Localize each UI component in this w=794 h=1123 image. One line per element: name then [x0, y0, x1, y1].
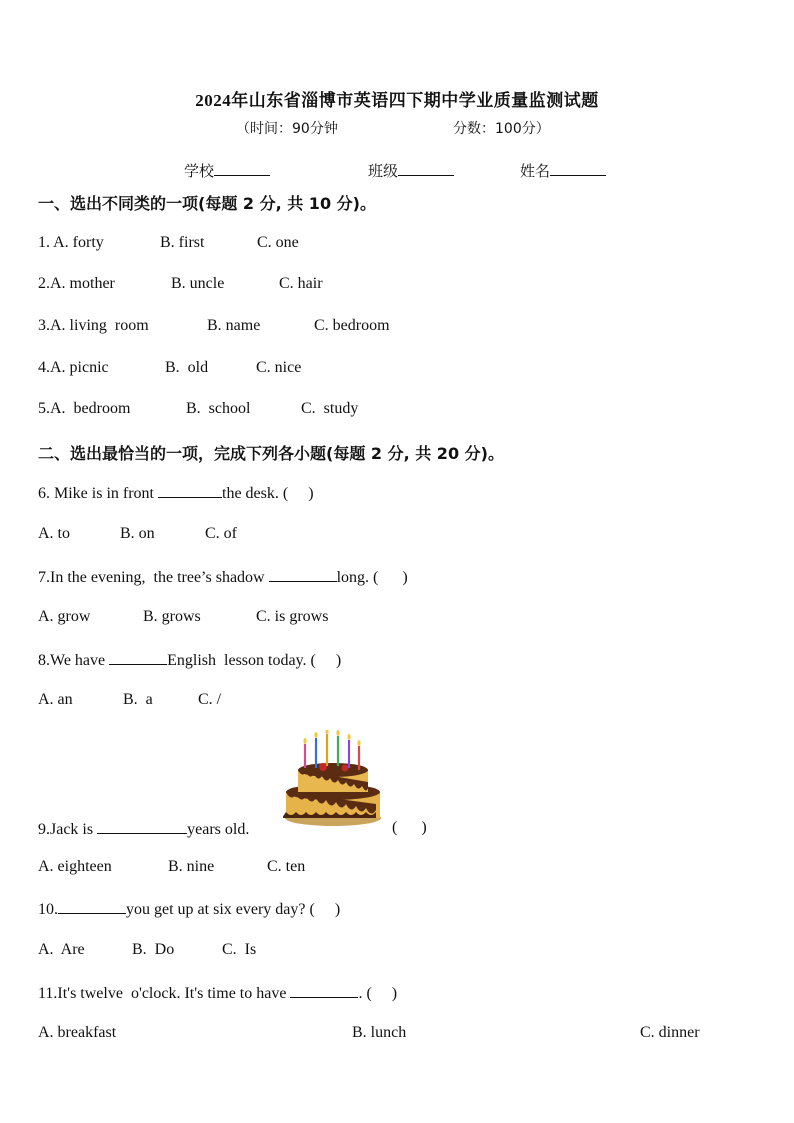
q10-a: A. Are	[38, 941, 85, 958]
q10-b: B. Do	[132, 941, 175, 958]
q6-stem	[38, 483, 314, 503]
q7-pre: 7.In the evening, the tree’s shadow	[38, 569, 269, 586]
q11-a: A. breakfast	[38, 1024, 117, 1041]
q1-b: B. first	[160, 234, 205, 251]
q11-c: C. dinner	[640, 1024, 700, 1041]
exam-time: （时间：90分钟	[236, 121, 338, 137]
page-title: 2024年山东省淄博市英语四下期中学业质量监测试题	[195, 91, 599, 110]
q6-b: B. on	[120, 525, 155, 542]
q3-c: C. bedroom	[314, 317, 390, 334]
q6-a: A. to	[38, 525, 70, 542]
q7-c: C. is grows	[256, 608, 329, 625]
q11-post: . ( )	[358, 985, 398, 1002]
q9-post: years old.	[187, 821, 250, 838]
q9-stem	[38, 819, 249, 839]
q8-b: B. a	[123, 691, 153, 708]
class-label: 班级	[368, 162, 399, 180]
q3-b: B. name	[207, 317, 261, 334]
q8-c: C. /	[198, 691, 222, 708]
q10-post: you get up at six every day? ( )	[126, 901, 341, 918]
q3-a: 3.A. living room	[38, 317, 149, 334]
q10-c: C. Is	[222, 941, 257, 958]
q10-pre: 10.	[38, 901, 58, 918]
q9-a: A. eighteen	[38, 858, 112, 875]
q6-pre: 6. Mike is in front	[38, 485, 158, 502]
q4-b: B. old	[165, 359, 209, 376]
q7-b: B. grows	[143, 608, 201, 625]
q9-paren: ( )	[392, 819, 427, 836]
q5-b: B. school	[186, 400, 251, 417]
q9-b: B. nine	[168, 858, 215, 875]
q6-c: C. of	[205, 525, 237, 542]
q5-c: C. study	[301, 400, 359, 417]
q2-c: C. hair	[279, 275, 323, 292]
birthday-cake-image	[283, 730, 383, 828]
q6-post: the desk. ( )	[222, 485, 314, 502]
q1-c: C. one	[257, 234, 299, 251]
q8-stem	[38, 650, 341, 670]
q9-c: C. ten	[267, 858, 306, 875]
q8-a: A. an	[38, 691, 73, 708]
q9-pre: 9.Jack is	[38, 821, 98, 838]
q2-a: 2.A. mother	[38, 275, 115, 292]
q5-a: 5.A. bedroom	[38, 400, 131, 417]
section2-heading: 二、选出最恰当的一项，完成下列各小题(每题 2 分, 共 20 分)。	[38, 444, 504, 463]
school-field	[184, 160, 270, 181]
q11-stem	[38, 983, 397, 1003]
q8-post: English lesson today. ( )	[167, 652, 342, 669]
q2-b: B. uncle	[171, 275, 225, 292]
name-label: 姓名	[520, 162, 551, 180]
q4-c: C. nice	[256, 359, 302, 376]
school-label: 学校	[184, 162, 215, 180]
q11-pre: 11.It's twelve o'clock. It's time to have	[38, 985, 291, 1002]
q11-b: B. lunch	[352, 1024, 407, 1041]
q10-stem	[38, 899, 340, 919]
q4-a: 4.A. picnic	[38, 359, 109, 376]
exam-score: 分数：100分）	[453, 121, 550, 137]
q1-a: 1. A. forty	[38, 234, 104, 251]
q7-post: long. ( )	[336, 569, 408, 586]
q8-pre: 8.We have	[38, 652, 110, 669]
q7-a: A. grow	[38, 608, 91, 625]
section1-heading: 一、选出不同类的一项(每题 2 分, 共 10 分)。	[38, 194, 376, 213]
q7-stem	[38, 567, 408, 587]
name-field	[520, 160, 606, 181]
class-field	[368, 160, 454, 181]
